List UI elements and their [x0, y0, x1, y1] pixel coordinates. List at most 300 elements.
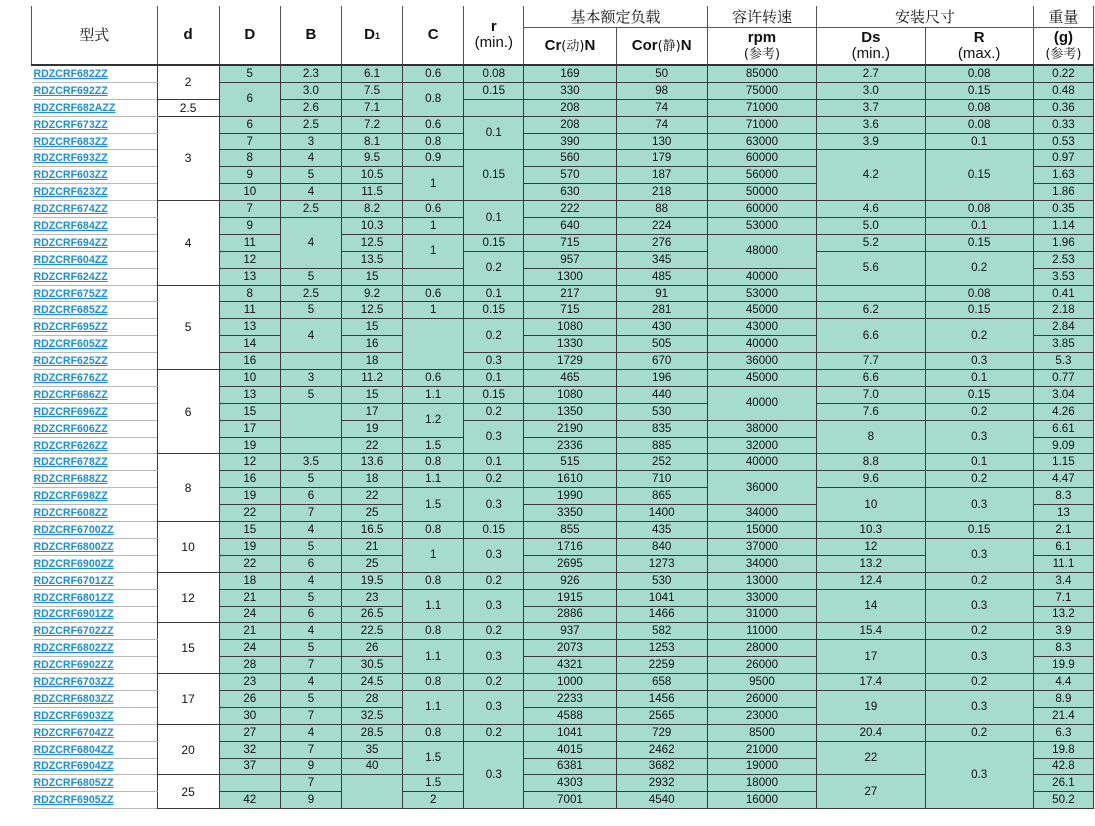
cell-load-cor: 276	[616, 234, 707, 251]
cell-radius-r: 0.3	[464, 353, 524, 370]
part-number-link[interactable]: RDZCRF6904ZZ	[32, 758, 158, 775]
cell-width-B: 4	[280, 623, 341, 640]
cell-load-cr: 570	[524, 167, 616, 184]
part-number-link[interactable]: RDZCRF6905ZZ	[32, 792, 158, 809]
cell-load-cr: 4588	[524, 707, 616, 724]
cell-chamfer-C: 1	[403, 218, 464, 235]
cell-width-B: 5	[280, 471, 341, 488]
cell-weight-g: 8.3	[1033, 488, 1093, 505]
header-speed	[707, 28, 816, 66]
part-number-link[interactable]: RDZCRF603ZZ	[32, 167, 158, 184]
cell-mount-ds: 2.7	[817, 65, 925, 82]
cell-width-B: 9	[280, 792, 341, 809]
cell-mount-R: 0.2	[925, 724, 1033, 741]
cell-radius-r: 0.2	[464, 251, 524, 285]
header-ds	[817, 28, 925, 66]
cell-radius-r: 0.3	[464, 538, 524, 572]
cell-mount-R: 0.15	[925, 302, 1033, 319]
part-number-link[interactable]: RDZCRF694ZZ	[32, 234, 158, 251]
cell-weight-g: 3.85	[1033, 336, 1093, 353]
cell-diameter-D1: 18	[341, 471, 402, 488]
cell-chamfer-C: 1	[403, 538, 464, 572]
cell-speed-rpm: 8500	[707, 724, 816, 741]
cell-mount-R: 0.2	[925, 674, 1033, 691]
part-number-link[interactable]: RDZCRF686ZZ	[32, 386, 158, 403]
cell-load-cr: 715	[524, 302, 616, 319]
cell-width-B: 5	[280, 167, 341, 184]
cell-weight-g: 0.77	[1033, 370, 1093, 387]
cell-weight-g: 7.1	[1033, 589, 1093, 606]
header-cr-cn: (动)	[561, 38, 585, 54]
cell-outer-diameter-D: 8	[219, 150, 280, 167]
cell-load-cr: 6381	[524, 758, 616, 775]
header-B	[280, 6, 341, 65]
part-number-link[interactable]: RDZCRF682ZZ	[32, 65, 158, 82]
cell-radius-r: 0.15	[464, 302, 524, 319]
cell-speed-rpm: 48000	[707, 234, 816, 268]
header-load-group	[524, 6, 707, 28]
part-number-link[interactable]: RDZCRF6900ZZ	[32, 555, 158, 572]
cell-mount-ds: 17	[817, 640, 925, 674]
header-R-label: R	[973, 29, 985, 46]
cell-weight-g: 1.96	[1033, 234, 1093, 251]
cell-speed-rpm: 26000	[707, 690, 816, 707]
cell-inner-diameter-d: 2	[157, 65, 219, 99]
cell-diameter-D1: 25	[341, 555, 402, 572]
cell-radius-r: 0.1	[464, 370, 524, 387]
cell-radius-r: 0.2	[464, 724, 524, 741]
cell-mount-ds	[817, 285, 925, 302]
cell-width-B	[280, 437, 341, 454]
part-number-link[interactable]: RDZCRF676ZZ	[32, 370, 158, 387]
cell-load-cor: 2565	[616, 707, 707, 724]
cell-diameter-D1: 28.5	[341, 724, 402, 741]
cell-mount-ds: 7.6	[817, 403, 925, 420]
cell-diameter-D1: 16.5	[341, 522, 402, 539]
header-D1-label: D	[364, 25, 375, 43]
part-number-link[interactable]: RDZCRF6702ZZ	[32, 623, 158, 640]
cell-load-cor: 658	[616, 674, 707, 691]
cell-speed-rpm: 56000	[707, 167, 816, 184]
part-number-link[interactable]: RDZCRF624ZZ	[32, 268, 158, 285]
cell-diameter-D1: 11.5	[341, 184, 402, 201]
cell-outer-diameter-D: 15	[219, 522, 280, 539]
header-R	[925, 28, 1033, 66]
part-number-link[interactable]: RDZCRF6805ZZ	[32, 775, 158, 792]
cell-outer-diameter-D: 7	[219, 201, 280, 218]
part-number-link[interactable]: RDZCRF6704ZZ	[32, 724, 158, 741]
part-number-link[interactable]: RDZCRF698ZZ	[32, 488, 158, 505]
cell-mount-R: 0.2	[925, 403, 1033, 420]
header-D-label: D	[244, 26, 256, 43]
cell-radius-r: 0.3	[464, 488, 524, 522]
cell-outer-diameter-D: 11	[219, 302, 280, 319]
cell-load-cr: 2886	[524, 606, 616, 623]
part-number-link[interactable]: RDZCRF626ZZ	[32, 437, 158, 454]
cell-diameter-D1: 35	[341, 741, 402, 758]
cell-width-B: 7	[280, 707, 341, 724]
header-r	[464, 6, 524, 65]
cell-weight-g: 21.4	[1033, 707, 1093, 724]
header-weight-unit: (g)	[1053, 28, 1073, 46]
part-number-link[interactable]: RDZCRF673ZZ	[32, 116, 158, 133]
cell-speed-rpm: 23000	[707, 707, 816, 724]
cell-load-cor: 1041	[616, 589, 707, 606]
cell-mount-ds: 8	[817, 420, 925, 454]
header-speed-group-label: 容许转速	[731, 7, 792, 26]
cell-speed-rpm: 31000	[707, 606, 816, 623]
cell-width-B: 4	[280, 674, 341, 691]
cell-width-B: 2.3	[280, 65, 341, 82]
part-number-link[interactable]: RDZCRF683ZZ	[32, 133, 158, 150]
table-body	[32, 65, 1094, 809]
cell-width-B: 7	[280, 657, 341, 674]
part-number-link[interactable]: RDZCRF606ZZ	[32, 420, 158, 437]
cell-chamfer-C: 0.6	[403, 201, 464, 218]
cell-weight-g: 6.3	[1033, 724, 1093, 741]
cell-load-cr: 937	[524, 623, 616, 640]
cell-chamfer-C: 1	[403, 234, 464, 268]
cell-load-cor: 1466	[616, 606, 707, 623]
cell-weight-g: 2.1	[1033, 522, 1093, 539]
cell-load-cr: 630	[524, 184, 616, 201]
cell-radius-r: 0.15	[464, 82, 524, 99]
header-C	[403, 6, 464, 65]
cell-radius-r: 0.2	[464, 572, 524, 589]
cell-width-B: 3.0	[280, 82, 341, 99]
cell-radius-r: 0.1	[464, 116, 524, 150]
cell-mount-ds: 10	[817, 488, 925, 522]
cell-load-cr: 957	[524, 251, 616, 268]
cell-outer-diameter-D: 8	[219, 285, 280, 302]
cell-weight-g: 42.8	[1033, 758, 1093, 775]
cell-chamfer-C: 1.2	[403, 403, 464, 437]
cell-outer-diameter-D: 19	[219, 437, 280, 454]
cell-diameter-D1: 23	[341, 589, 402, 606]
header-r-label: r	[490, 18, 497, 35]
cell-weight-g: 0.22	[1033, 65, 1093, 82]
cell-weight-g: 13.2	[1033, 606, 1093, 623]
cell-load-cr: 1729	[524, 353, 616, 370]
cell-load-cor: 345	[616, 251, 707, 268]
part-number-link[interactable]: RDZCRF6903ZZ	[32, 707, 158, 724]
cell-radius-r: 0.2	[464, 471, 524, 488]
cell-load-cor: 74	[616, 99, 707, 116]
cell-weight-g: 2.53	[1033, 251, 1093, 268]
cell-inner-diameter-d: 12	[157, 572, 219, 623]
header-weight-sub: (参考)	[1045, 46, 1082, 62]
cell-diameter-D1: 15	[341, 386, 402, 403]
cell-load-cor: 485	[616, 268, 707, 285]
cell-speed-rpm: 15000	[707, 522, 816, 539]
part-number-link[interactable]: RDZCRF608ZZ	[32, 505, 158, 522]
cell-diameter-D1: 32.5	[341, 707, 402, 724]
cell-inner-diameter-d: 5	[157, 285, 219, 369]
cell-radius-r: 0.1	[464, 285, 524, 302]
cell-outer-diameter-D: 6	[219, 116, 280, 133]
cell-width-B: 6	[280, 555, 341, 572]
cell-load-cr: 715	[524, 234, 616, 251]
cell-radius-r: 0.15	[464, 234, 524, 251]
cell-diameter-D1: 26	[341, 640, 402, 657]
part-number-link[interactable]: RDZCRF6804ZZ	[32, 741, 158, 758]
header-B-label: B	[305, 26, 317, 43]
cell-load-cr: 1330	[524, 336, 616, 353]
cell-load-cr: 4303	[524, 775, 616, 792]
part-number-link[interactable]: RDZCRF6901ZZ	[32, 606, 158, 623]
cell-weight-g: 11.1	[1033, 555, 1093, 572]
header-D1-subscript: 1	[374, 30, 380, 41]
cell-width-B: 4	[280, 218, 341, 269]
cell-mount-ds: 5.2	[817, 234, 925, 251]
header-D	[219, 6, 280, 65]
cell-speed-rpm: 28000	[707, 640, 816, 657]
cell-width-B: 2.5	[280, 116, 341, 133]
cell-inner-diameter-d: 4	[157, 201, 219, 285]
cell-weight-g: 6.61	[1033, 420, 1093, 437]
cell-mount-ds: 5.6	[817, 251, 925, 285]
cell-mount-ds: 7.0	[817, 386, 925, 403]
cell-diameter-D1: 22	[341, 488, 402, 505]
table-row	[32, 522, 1094, 539]
cell-width-B: 4	[280, 522, 341, 539]
cell-weight-g: 19.8	[1033, 741, 1093, 758]
cell-inner-diameter-d: 25	[157, 775, 219, 809]
part-number-link[interactable]: RDZCRF684ZZ	[32, 218, 158, 235]
cell-weight-g: 2.84	[1033, 319, 1093, 336]
cell-mount-ds: 19	[817, 690, 925, 724]
cell-diameter-D1: 12.5	[341, 302, 402, 319]
cell-mount-R: 0.08	[925, 65, 1033, 82]
cell-mount-ds: 12	[817, 538, 925, 555]
part-number-link[interactable]: RDZCRF682AZZ	[32, 99, 158, 116]
cell-diameter-D1: 10.5	[341, 167, 402, 184]
cell-weight-g: 0.97	[1033, 150, 1093, 167]
cell-load-cr: 4015	[524, 741, 616, 758]
cell-load-cr: 1000	[524, 674, 616, 691]
cell-load-cor: 74	[616, 116, 707, 133]
cell-outer-diameter-D: 24	[219, 606, 280, 623]
cell-outer-diameter-D: 10	[219, 370, 280, 387]
cell-outer-diameter-D: 23	[219, 674, 280, 691]
cell-mount-ds: 20.4	[817, 724, 925, 741]
spec-table-wrapper	[31, 6, 1094, 809]
part-number-link[interactable]: RDZCRF6801ZZ	[32, 589, 158, 606]
cell-weight-g: 13	[1033, 505, 1093, 522]
cell-speed-rpm: 40000	[707, 386, 816, 420]
cell-outer-diameter-D: 16	[219, 471, 280, 488]
cell-width-B: 5	[280, 640, 341, 657]
part-number-link[interactable]: RDZCRF695ZZ	[32, 319, 158, 336]
cell-speed-rpm: 34000	[707, 555, 816, 572]
cell-chamfer-C: 0.8	[403, 82, 464, 116]
cell-load-cr: 208	[524, 99, 616, 116]
cell-width-B: 5	[280, 268, 341, 285]
cell-weight-g: 1.86	[1033, 184, 1093, 201]
cell-mount-ds: 14	[817, 589, 925, 623]
cell-load-cor: 50	[616, 65, 707, 82]
part-number-link[interactable]: RDZCRF678ZZ	[32, 454, 158, 471]
cell-load-cr: 515	[524, 454, 616, 471]
cell-load-cor: 130	[616, 133, 707, 150]
cell-weight-g: 4.47	[1033, 471, 1093, 488]
cell-inner-diameter-d: 6	[157, 370, 219, 454]
part-number-link[interactable]: RDZCRF605ZZ	[32, 336, 158, 353]
part-number-link[interactable]: RDZCRF6902ZZ	[32, 657, 158, 674]
table-row	[32, 572, 1094, 589]
cell-weight-g: 1.63	[1033, 167, 1093, 184]
part-number-link[interactable]: RDZCRF625ZZ	[32, 353, 158, 370]
cell-load-cor: 252	[616, 454, 707, 471]
cell-width-B: 7	[280, 775, 341, 792]
cell-mount-R: 0.1	[925, 218, 1033, 235]
cell-mount-ds: 4.6	[817, 201, 925, 218]
cell-outer-diameter-D: 22	[219, 555, 280, 572]
cell-chamfer-C: 0.8	[403, 623, 464, 640]
cell-speed-rpm: 33000	[707, 589, 816, 606]
header-cor-unit: N	[680, 36, 692, 54]
cell-weight-g: 1.14	[1033, 218, 1093, 235]
cell-outer-diameter-D: 10	[219, 184, 280, 201]
part-number-link[interactable]: RDZCRF6703ZZ	[32, 674, 158, 691]
cell-mount-ds: 13.2	[817, 555, 925, 572]
cell-width-B: 7	[280, 741, 341, 758]
cell-outer-diameter-D: 28	[219, 657, 280, 674]
cell-radius-r: 0.15	[464, 522, 524, 539]
cell-speed-rpm: 36000	[707, 353, 816, 370]
table-row	[32, 99, 1094, 116]
cell-diameter-D1: 24.5	[341, 674, 402, 691]
cell-mount-R: 0.08	[925, 285, 1033, 302]
cell-width-B: 2.5	[280, 285, 341, 302]
cell-load-cor: 835	[616, 420, 707, 437]
cell-load-cor: 3682	[616, 758, 707, 775]
cell-load-cor: 505	[616, 336, 707, 353]
cell-chamfer-C: 1.1	[403, 589, 464, 623]
cell-outer-diameter-D: 27	[219, 724, 280, 741]
cell-inner-diameter-d: 20	[157, 724, 219, 775]
cell-load-cr: 560	[524, 150, 616, 167]
cell-mount-R: 0.3	[925, 353, 1033, 370]
cell-outer-diameter-D: 6	[219, 82, 280, 116]
cell-outer-diameter-D	[219, 775, 280, 792]
cell-inner-diameter-d: 10	[157, 522, 219, 573]
cell-speed-rpm: 45000	[707, 370, 816, 387]
part-number-link[interactable]: RDZCRF693ZZ	[32, 150, 158, 167]
header-model-label: 型式	[79, 26, 110, 44]
cell-load-cr: 1080	[524, 319, 616, 336]
part-number-link[interactable]: RDZCRF696ZZ	[32, 403, 158, 420]
cell-width-B: 4	[280, 150, 341, 167]
part-number-link[interactable]: RDZCRF623ZZ	[32, 184, 158, 201]
header-cor-label: Cor	[631, 36, 658, 54]
cell-weight-g: 0.41	[1033, 285, 1093, 302]
table-row	[32, 65, 1094, 82]
cell-load-cor: 179	[616, 150, 707, 167]
header-r-sub: (min.)	[474, 34, 513, 51]
cell-load-cor: 2932	[616, 775, 707, 792]
cell-speed-rpm: 26000	[707, 657, 816, 674]
part-number-link[interactable]: RDZCRF6700ZZ	[32, 522, 158, 539]
cell-speed-rpm: 34000	[707, 505, 816, 522]
cell-inner-diameter-d: 8	[157, 454, 219, 522]
cell-mount-R: 0.2	[925, 251, 1033, 285]
table-row	[32, 674, 1094, 691]
part-number-link[interactable]: RDZCRF685ZZ	[32, 302, 158, 319]
cell-chamfer-C: 1.5	[403, 437, 464, 454]
cell-load-cor: 4540	[616, 792, 707, 809]
part-number-link[interactable]: RDZCRF604ZZ	[32, 251, 158, 268]
cell-width-B	[280, 403, 341, 437]
cell-mount-R: 0.2	[925, 319, 1033, 353]
cell-outer-diameter-D: 30	[219, 707, 280, 724]
cell-radius-r: 0.2	[464, 319, 524, 353]
part-number-link[interactable]: RDZCRF6800ZZ	[32, 538, 158, 555]
part-number-link[interactable]: RDZCRF675ZZ	[32, 285, 158, 302]
cell-diameter-D1: 10.3	[341, 218, 402, 235]
cell-outer-diameter-D: 13	[219, 319, 280, 336]
cell-mount-ds: 17.4	[817, 674, 925, 691]
cell-outer-diameter-D: 32	[219, 741, 280, 758]
part-number-link[interactable]: RDZCRF674ZZ	[32, 201, 158, 218]
header-cor	[616, 28, 707, 66]
cell-mount-R: 0.3	[925, 538, 1033, 572]
cell-mount-R: 0.1	[925, 370, 1033, 387]
cell-load-cor: 2462	[616, 741, 707, 758]
cell-load-cr: 2190	[524, 420, 616, 437]
cell-mount-ds: 3.7	[817, 99, 925, 116]
cell-speed-rpm: 63000	[707, 133, 816, 150]
header-cr-unit: N	[584, 36, 596, 54]
cell-diameter-D1: 9.2	[341, 285, 402, 302]
cell-chamfer-C: 0.6	[403, 285, 464, 302]
cell-radius-r: 0.3	[464, 690, 524, 724]
cell-weight-g: 0.53	[1033, 133, 1093, 150]
cell-radius-r: 0.1	[464, 201, 524, 235]
part-number-link[interactable]: RDZCRF6802ZZ	[32, 640, 158, 657]
cell-width-B: 2.6	[280, 99, 341, 116]
cell-chamfer-C: 0.8	[403, 522, 464, 539]
cell-chamfer-C: 1	[403, 167, 464, 201]
cell-mount-ds: 3.6	[817, 116, 925, 133]
cell-outer-diameter-D: 26	[219, 690, 280, 707]
part-number-link[interactable]: RDZCRF6803ZZ	[32, 690, 158, 707]
cell-weight-g: 8.3	[1033, 640, 1093, 657]
cell-diameter-D1: 8.1	[341, 133, 402, 150]
cell-radius-r: 0.2	[464, 623, 524, 640]
cell-weight-g: 4.4	[1033, 674, 1093, 691]
cell-width-B: 9	[280, 758, 341, 775]
cell-load-cr: 1300	[524, 268, 616, 285]
cell-load-cr: 2073	[524, 640, 616, 657]
cell-speed-rpm: 40000	[707, 454, 816, 471]
cell-speed-rpm: 71000	[707, 99, 816, 116]
cell-weight-g: 26.1	[1033, 775, 1093, 792]
cell-weight-g: 0.48	[1033, 82, 1093, 99]
cell-width-B: 4	[280, 724, 341, 741]
cell-load-cor: 218	[616, 184, 707, 201]
part-number-link[interactable]: RDZCRF692ZZ	[32, 82, 158, 99]
cell-diameter-D1: 22	[341, 437, 402, 454]
part-number-link[interactable]: RDZCRF688ZZ	[32, 471, 158, 488]
cell-diameter-D1: 26.5	[341, 606, 402, 623]
part-number-link[interactable]: RDZCRF6701ZZ	[32, 572, 158, 589]
cell-width-B: 5	[280, 690, 341, 707]
cell-chamfer-C: 0.6	[403, 116, 464, 133]
cell-load-cor: 885	[616, 437, 707, 454]
cell-load-cr: 1915	[524, 589, 616, 606]
cell-load-cor: 710	[616, 471, 707, 488]
